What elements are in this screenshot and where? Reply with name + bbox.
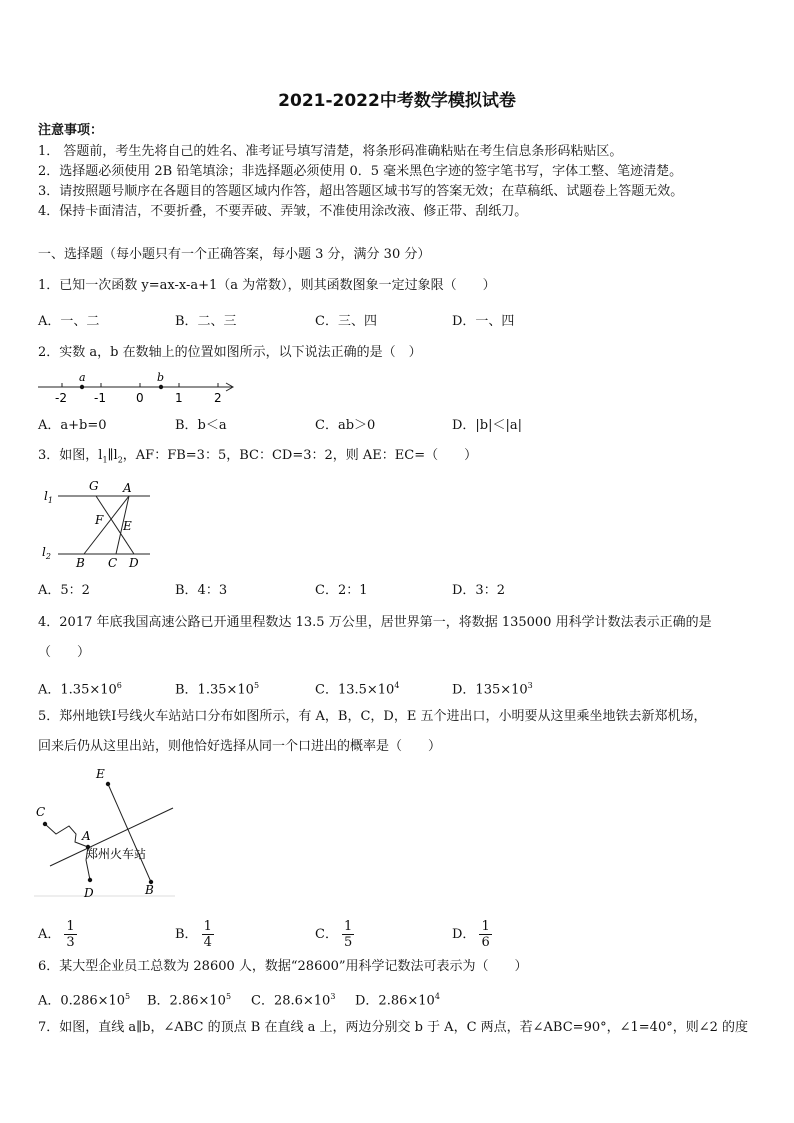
- exit-a-label: A: [82, 829, 91, 843]
- tick-label: -2: [55, 391, 67, 405]
- option-c: C．$28.6\times 10^3$: [251, 992, 336, 1009]
- option-a: A．5：2: [38, 583, 90, 598]
- question-1-options: [38, 313, 738, 331]
- station-label: 郑州火车站: [86, 847, 147, 861]
- parallel-lines-figure: [38, 474, 156, 572]
- exit-c-label: C: [36, 805, 46, 819]
- point-b-dot: [159, 385, 163, 389]
- exit-e-label: E: [96, 767, 105, 781]
- line-l1-label: $l_1$: [44, 489, 53, 505]
- question-2-stem: 2．实数 a，b 在数轴上的位置如图所示，以下说法正确的是（ ）: [38, 345, 422, 360]
- option-a: A． $\frac{1}{3}$: [38, 919, 75, 950]
- option-b: B．b＜a: [175, 418, 227, 433]
- option-c: C． $\frac{1}{5}$: [315, 919, 353, 950]
- question-4-options: [38, 677, 738, 698]
- number-line-figure: [34, 368, 244, 408]
- notice-item: 3．请按照题号顺序在各题目的答题区域内作答，超出答题区域书写的答案无效；在草稿纸、试题卷上答题无效。: [38, 184, 684, 199]
- exit-d-dot: [88, 878, 92, 882]
- exit-b-label: B: [145, 883, 154, 897]
- exit-d-label: D: [84, 886, 94, 900]
- option-a: A．a+b=0: [38, 418, 107, 433]
- tick-label: 0: [136, 391, 144, 405]
- point-a-label: a: [79, 371, 86, 384]
- option-b: B．二、三: [175, 314, 237, 329]
- option-b: B． $\frac{1}{4}$: [175, 919, 212, 950]
- point-e-label: E: [123, 519, 132, 533]
- tick-label: 2: [214, 391, 222, 405]
- question-5-stem-cont: 回来后仍从这里出站，则他恰好选择从同一个口进出的概率是（ ）: [38, 739, 442, 754]
- option-c: C．$13.5\times 10^4$: [315, 681, 400, 698]
- question-3-options: [38, 582, 738, 600]
- point-b-label: B: [76, 556, 85, 570]
- point-f-label: F: [95, 513, 104, 527]
- option-d: D．3：2: [452, 583, 505, 598]
- line-l2-label: $l_2$: [42, 545, 51, 561]
- point-g-label: G: [89, 479, 99, 493]
- question-1-stem: 1．已知一次函数 y=ax-x-a+1（a 为常数），则其函数图象一定过象限（ ）: [38, 278, 496, 293]
- option-d: D．$135\times 10^3$: [452, 681, 533, 698]
- point-a-label: A: [123, 481, 132, 495]
- section-heading: 一、选择题（每小题只有一个正确答案，每小题 3 分，满分 30 分）: [38, 247, 431, 262]
- option-c: C．ab＞0: [315, 418, 376, 433]
- notice-item: 2．选择题必须使用 2B 铅笔填涂；非选择题必须使用 0．5 毫米黑色字迹的签字笔书写，字体工整、笔迹清楚。: [38, 164, 683, 179]
- tick-label: 1: [175, 391, 183, 405]
- question-6-stem: 6．某大型企业员工总数为 28600 人，数据“28600”用科学记数法可表示为（ ）: [38, 959, 528, 974]
- notice-item: 1． 答题前，考生先将自己的姓名、准考证号填写清楚，将条形码准确粘贴在考生信息条形码粘贴区。: [38, 144, 623, 159]
- option-c: C．三、四: [315, 314, 377, 329]
- notice-heading: 注意事项：: [38, 123, 104, 138]
- option-b: B．$2.86\times 10^5$: [147, 992, 232, 1009]
- question-7-stem: 7．如图，直线 a∥b，∠ABC 的顶点 B 在直线 a 上，两边分别交 b 于 A，C 两点，若∠ABC=90°，∠1=40°，则∠2 的度: [38, 1020, 749, 1035]
- option-d: D． $\frac{1}{6}$: [452, 919, 490, 950]
- point-b-label: b: [157, 371, 165, 384]
- question-5-options: [38, 919, 738, 951]
- point-a-dot: [80, 385, 84, 389]
- option-d: D．一、四: [452, 314, 515, 329]
- question-6-options: [38, 988, 738, 1009]
- question-4-paren: （ ）: [38, 645, 91, 660]
- question-5-stem: 5．郑州地铁Ⅰ号线火车站站口分布如图所示，有 A，B，C，D，E 五个进出口，小明要从这里乘坐地铁去新郑机场，: [38, 709, 707, 724]
- point-d-label: D: [129, 556, 139, 570]
- notice-item: 4．保持卡面清洁，不要折叠，不要弄破、弄皱，不准使用涂改液、修正带、刮纸刀。: [38, 204, 528, 219]
- exit-c-dot: [43, 822, 47, 826]
- station-map-figure: [32, 764, 177, 902]
- option-a: A．一、二: [38, 314, 100, 329]
- option-c: C．2：1: [315, 583, 368, 598]
- option-a: A．$1.35\times 10^6$: [38, 681, 122, 698]
- question-3-stem: 3．如图，$l_1\parallel l_2$，AF：FB=3：5，BC：CD=3：2，则 AE：EC=（ ）: [38, 448, 478, 465]
- page-title: 2021-2022中考数学模拟试卷: [278, 91, 516, 111]
- option-d: D．$2.86\times 10^4$: [355, 992, 440, 1009]
- question-4-stem: 4．2017 年底我国高速公路已开通里程数达 13.5 万公里，居世界第一，将数据 135000 用科学计数法表示正确的是: [38, 615, 712, 630]
- option-b: B．4：3: [175, 583, 228, 598]
- exit-e-dot: [106, 782, 110, 786]
- option-b: B．$1.35\times 10^5$: [175, 681, 260, 698]
- tick-label: -1: [94, 391, 106, 405]
- question-2-options: [38, 417, 738, 435]
- option-d: D．|b|＜|a|: [452, 418, 523, 433]
- point-c-label: C: [108, 556, 118, 570]
- option-a: A．$0.286\times 10^5$: [38, 992, 131, 1009]
